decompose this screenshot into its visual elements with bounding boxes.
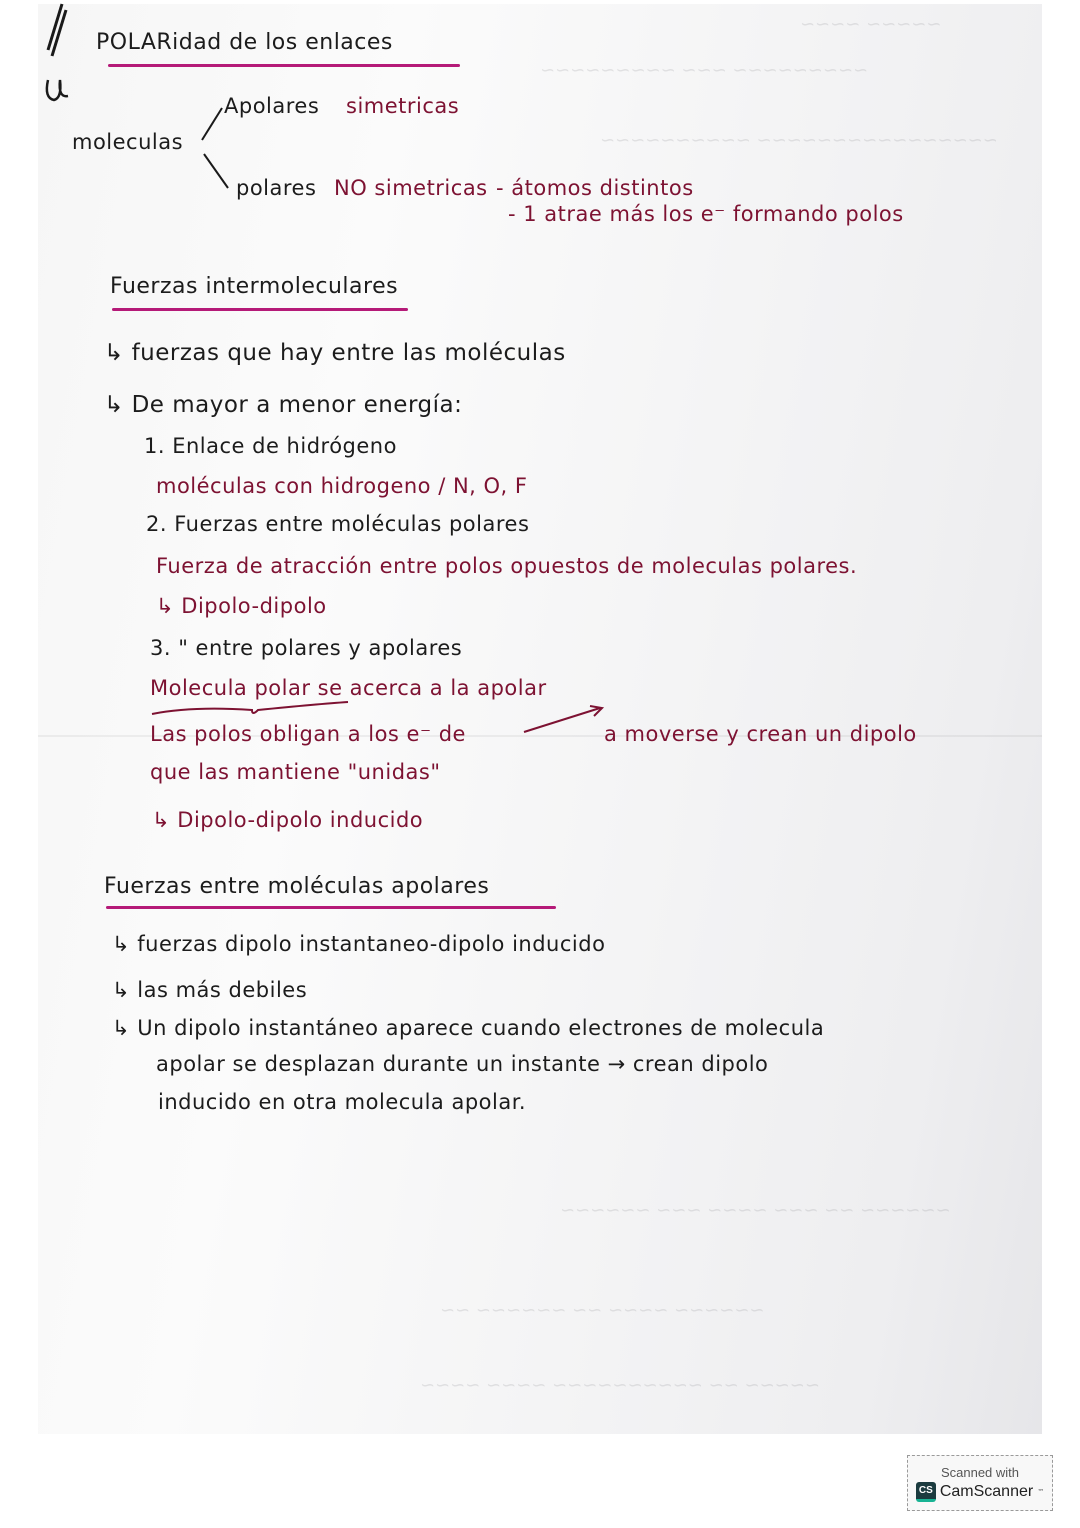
item-2-heading: 2. Fuerzas entre moléculas polares <box>146 512 530 536</box>
brace-underline <box>150 700 350 720</box>
polares-point-1: - átomos distintos <box>496 176 694 200</box>
item-3-line-3: a moverse y crean un dipolo <box>604 722 917 746</box>
item-1-detail: moléculas con hidrogeno / N, O, F <box>156 474 528 498</box>
polares-point-2: - 1 atrae más los e⁻ formando polos <box>508 202 904 226</box>
camscanner-watermark <box>907 1455 1053 1511</box>
watermark-caption: Scanned with <box>940 1464 1020 1480</box>
item-1-heading: 1. Enlace de hidrógeno <box>144 434 397 458</box>
title-underline <box>106 906 556 909</box>
bullet: ↳ De mayor a menor energía: <box>104 392 463 418</box>
title-underline <box>108 64 460 67</box>
bullet: ↳ Un dipolo instantáneo aparece cuando electrones de molecula <box>112 1016 825 1040</box>
section2-title: Fuerzas intermoleculares <box>110 274 399 299</box>
bleed-through-text: ~~~~~~~~~ ~~~ ~~~~~~~~~ <box>540 60 869 81</box>
bleed-through-text: ~~~~~~ ~~ ~~~ ~~~~ ~~~ ~~~~~~ <box>560 1200 951 1221</box>
item-3-sub: ↳ Dipolo-dipolo inducido <box>152 808 424 832</box>
item-3-line-2: Las polos obligan a los e⁻ de <box>150 722 466 746</box>
margin-scribble-icon <box>40 0 74 110</box>
bleed-through-text: ~~~~~~~~~~~~~~~~ ~~~~~~~~~~ <box>600 130 998 151</box>
bleed-through-text: ~~~~~~ ~~~~ ~~ ~~~~~~ ~~ <box>440 1300 765 1321</box>
watermark-brand: CamScanner <box>939 1482 1034 1500</box>
section1-title: POLARidad de los enlaces <box>96 30 393 55</box>
camscanner-logo-icon: CS <box>916 1482 936 1502</box>
bullet-continued: inducido en otra molecula apolar. <box>158 1090 527 1114</box>
branch-polares-note: NO simetricas <box>334 176 488 200</box>
item-2-sub: ↳ Dipolo-dipolo <box>156 594 327 618</box>
branch-polares-label: polares <box>236 176 317 200</box>
molecules-root: moleculas <box>72 130 184 154</box>
item-3-line-4: que las mantiene "unidas" <box>150 760 441 784</box>
title-underline <box>112 308 408 311</box>
item-2-detail: Fuerza de atracción entre polos opuestos de moleculas polares. <box>156 554 858 578</box>
branch-lines <box>190 100 230 200</box>
branch-apolares-note: simetricas <box>346 94 460 118</box>
trademark: ™ <box>1037 1487 1045 1496</box>
arrow-icon <box>520 702 610 736</box>
bleed-through-text: ~~~~~ ~~ ~~~~~~~~~~ ~~~~ ~~~~ <box>420 1375 820 1396</box>
bullet-continued: apolar se desplazan durante un instante → crean dipolo <box>156 1052 769 1076</box>
bullet: ↳ fuerzas dipolo instantaneo-dipolo inducido <box>112 932 606 956</box>
item-3-heading: 3. " entre polares y apolares <box>150 636 463 660</box>
section3-title: Fuerzas entre moléculas apolares <box>104 874 490 899</box>
bleed-through-text: ~~~~~ ~~~~ <box>800 14 942 35</box>
bullet: ↳ las más debiles <box>112 978 308 1002</box>
bullet: ↳ fuerzas que hay entre las moléculas <box>104 340 566 366</box>
branch-apolares-label: Apolares <box>224 94 320 118</box>
item-3-line-1: Molecula polar se acerca a la apolar <box>150 676 547 700</box>
